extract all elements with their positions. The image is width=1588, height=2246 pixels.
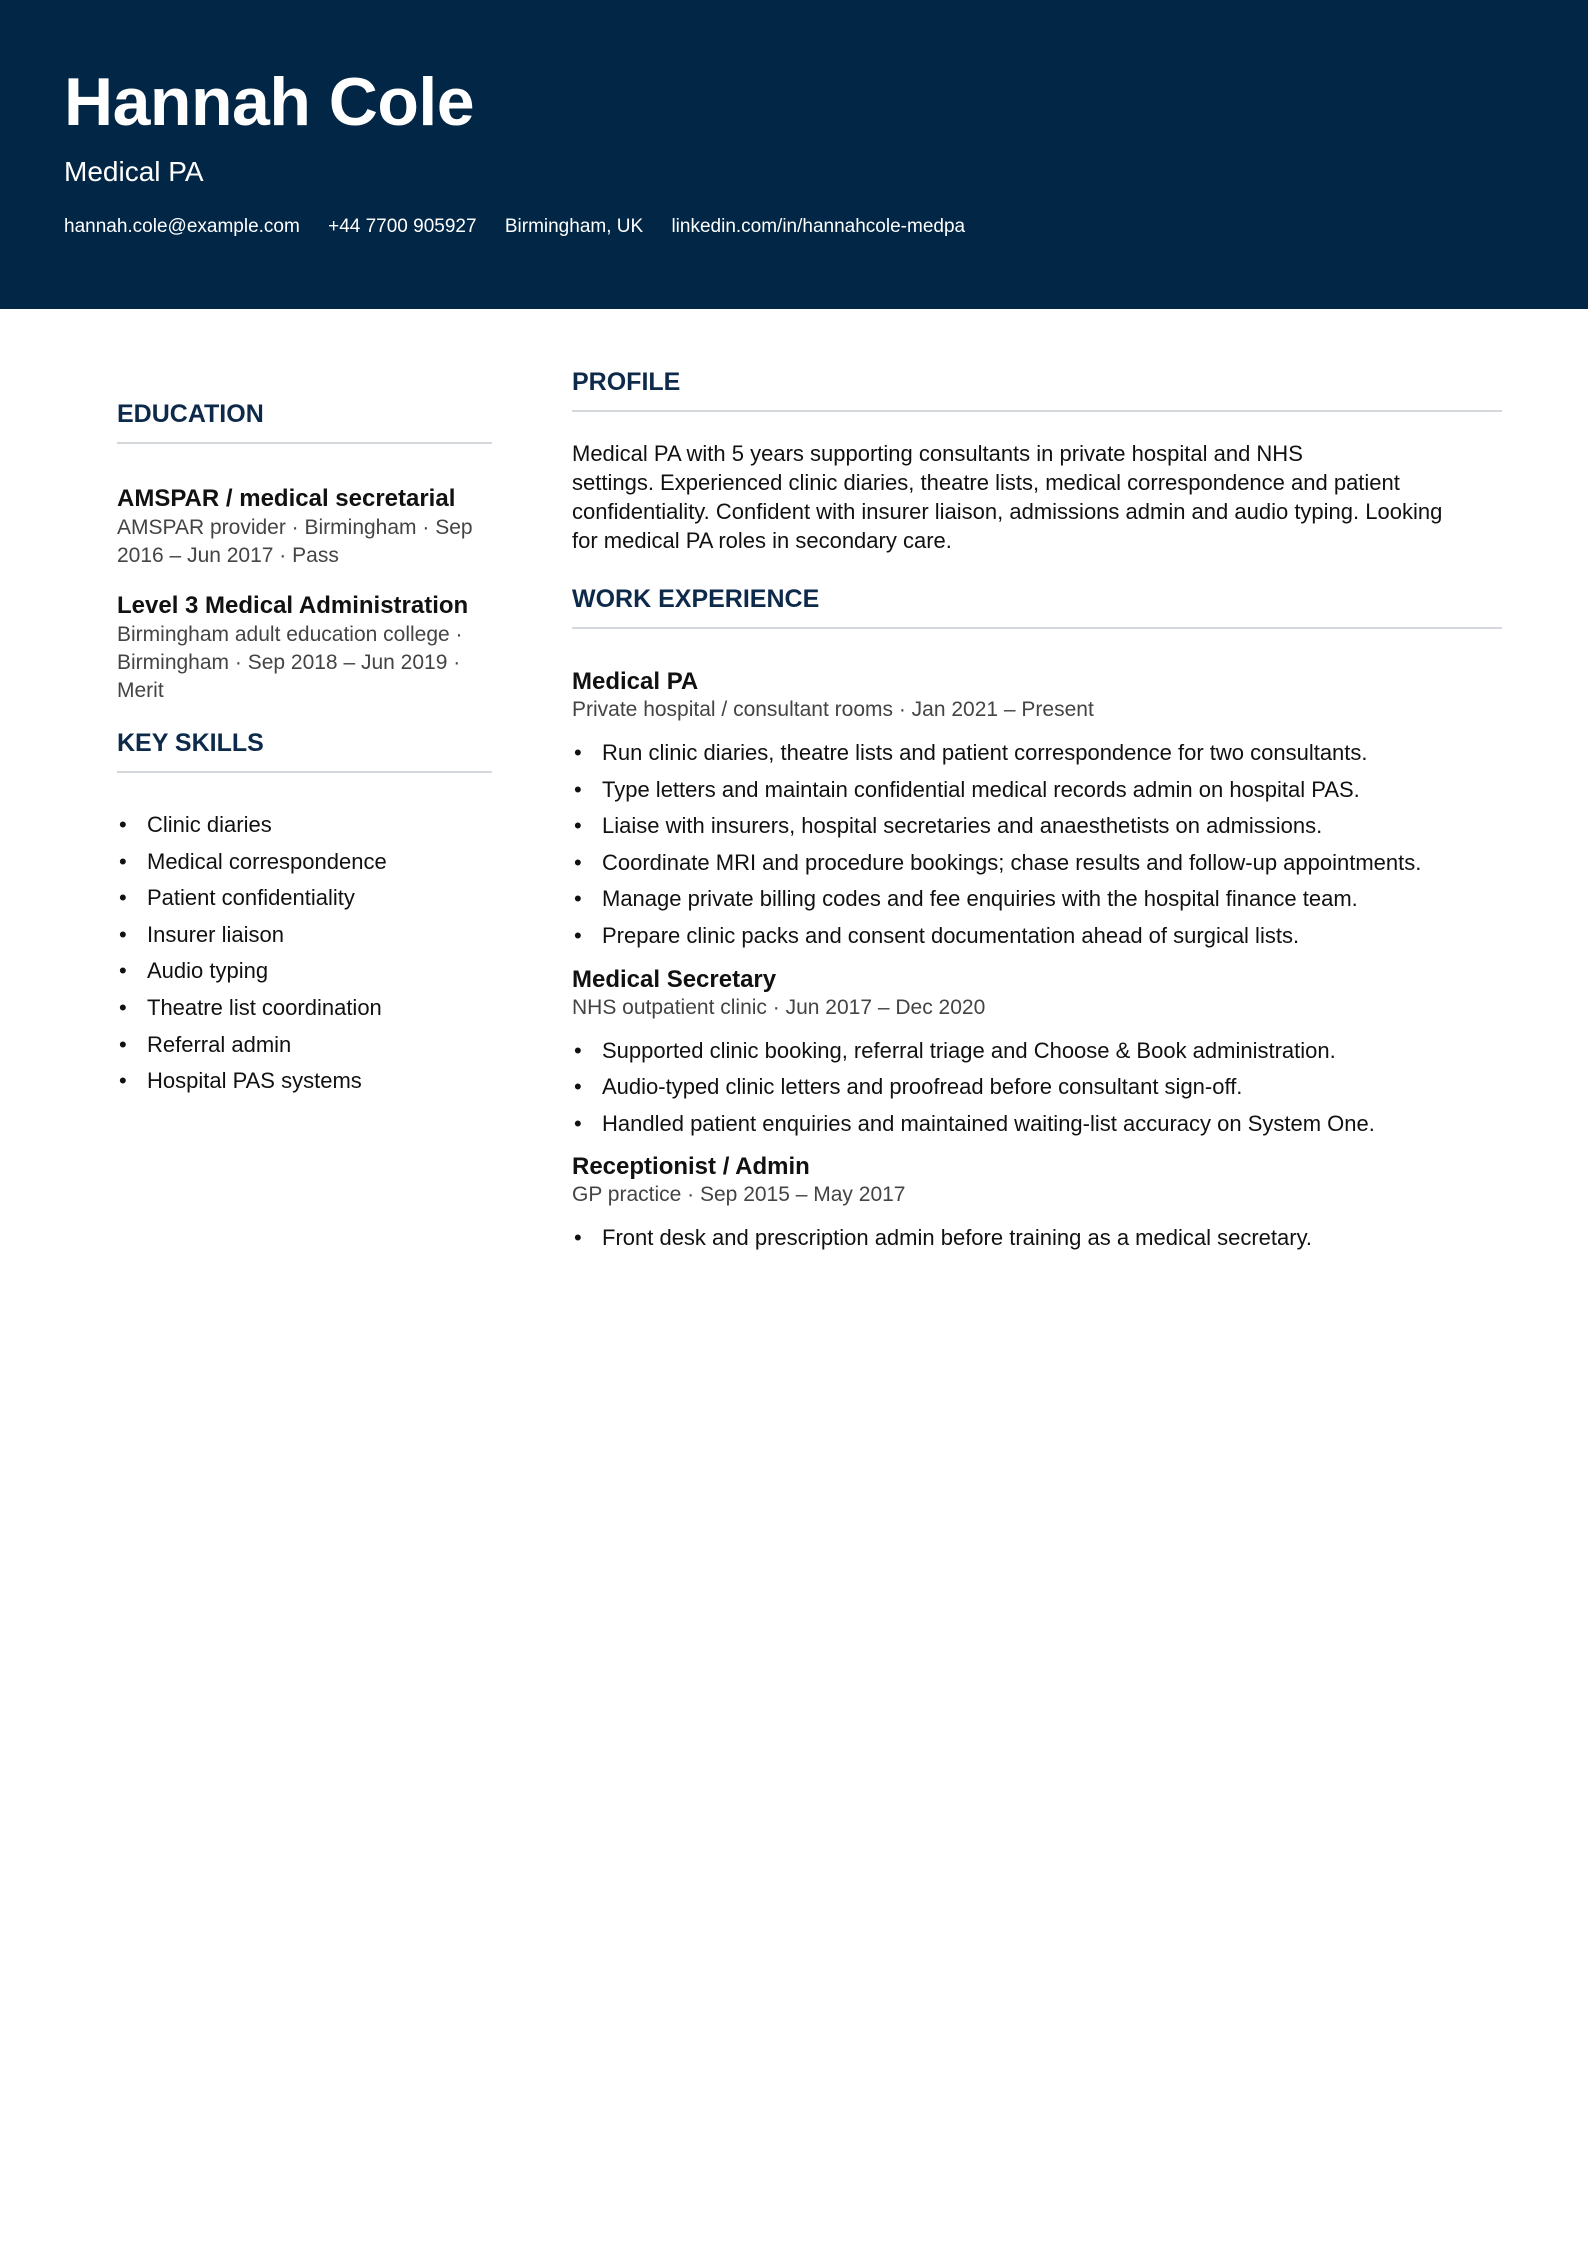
job-bullet: • Handled patient enquiries and maintained waiting-list accuracy on System One. [572, 1106, 1502, 1143]
profile-heading: PROFILE [572, 368, 681, 396]
skills-section [117, 727, 492, 1100]
contact-email[interactable]: hannah.cole@example.com [64, 216, 300, 237]
section-divider [117, 442, 492, 444]
contact-linkedin[interactable]: linkedin.com/in/hannahcole-medpa [671, 216, 966, 237]
job-role: Medical Secretary [572, 965, 777, 993]
skill-item: • Insurer liaison [117, 917, 492, 954]
job-title: Medical PA [64, 156, 204, 187]
job-entry [572, 965, 1502, 1143]
education-item [117, 484, 492, 570]
contact-location: Birmingham, UK [504, 216, 644, 237]
job-bullets [572, 1220, 1502, 1257]
job-bullets [572, 1033, 1502, 1143]
skill-item: • Patient confidentiality [117, 880, 492, 917]
job-bullets [572, 735, 1502, 955]
skills-list [117, 807, 492, 1100]
education-meta-line: AMSPAR provider · Birmingham · Sep [117, 516, 473, 539]
job-meta: GP practice · Sep 2015 – May 2017 [572, 1183, 906, 1207]
candidate-name: Hannah Cole [64, 64, 475, 140]
profile-line: for medical PA roles in secondary care. [572, 528, 952, 553]
section-divider [572, 627, 1502, 629]
profile-line: confidentiality. Confident with insurer liaison, admissions admin and audio typing. Looking [572, 499, 1443, 524]
experience-section [572, 583, 1502, 1257]
skill-item: • Medical correspondence [117, 844, 492, 881]
skill-item: • Theatre list coordination [117, 990, 492, 1027]
job-bullet: • Audio-typed clinic letters and proofread before consultant sign-off. [572, 1069, 1502, 1106]
job-role: Receptionist / Admin [572, 1153, 810, 1181]
job-meta: NHS outpatient clinic · Jun 2017 – Dec 2020 [572, 995, 986, 1019]
section-divider [572, 410, 1502, 412]
education-meta [117, 514, 492, 570]
profile-section [572, 366, 1502, 555]
contact-phone[interactable]: +44 7700 905927 [328, 216, 477, 237]
skills-heading: KEY SKILLS [117, 729, 264, 757]
profile-line: settings. Experienced clinic diaries, theatre lists, medical correspondence and patient [572, 470, 1400, 495]
job-bullet: • Prepare clinic packs and consent documentation ahead of surgical lists. [572, 918, 1502, 955]
profile-summary [572, 439, 1502, 555]
job-role: Medical PA [572, 668, 699, 695]
education-meta-line: 2016 – Jun 2017 · Pass [117, 544, 339, 567]
education-meta-line: Birmingham · Sep 2018 – Jun 2019 · [117, 651, 461, 674]
skill-item: • Referral admin [117, 1027, 492, 1064]
job-bullet: • Liaise with insurers, hospital secretaries and anaesthetists on admissions. [572, 808, 1502, 845]
education-meta [117, 621, 492, 705]
job-entry [572, 667, 1502, 955]
job-bullet: • Supported clinic booking, referral triage and Choose & Book administration. [572, 1033, 1502, 1070]
skill-item: • Audio typing [117, 953, 492, 990]
contact-line [64, 214, 988, 240]
education-meta-line: Merit [117, 679, 164, 702]
job-entry [572, 1152, 1502, 1257]
experience-heading: WORK EXPERIENCE [572, 585, 820, 613]
job-bullet: • Run clinic diaries, theatre lists and patient correspondence for two consultants. [572, 735, 1502, 772]
education-meta-line: Birmingham adult education college · [117, 623, 463, 646]
section-divider [117, 771, 492, 773]
education-item [117, 591, 492, 705]
skill-item: • Clinic diaries [117, 807, 492, 844]
job-bullet: • Manage private billing codes and fee enquiries with the hospital finance team. [572, 881, 1502, 918]
right-column [572, 366, 1502, 1257]
left-column [117, 398, 492, 1100]
job-bullet: • Type letters and maintain confidential medical records admin on hospital PAS. [572, 772, 1502, 809]
job-bullet: • Coordinate MRI and procedure bookings; chase results and follow-up appointments. [572, 845, 1502, 882]
job-meta: Private hospital / consultant rooms · Jan 2021 – Present [572, 698, 1094, 721]
job-bullet: • Front desk and prescription admin before training as a medical secretary. [572, 1220, 1502, 1257]
education-section [117, 398, 492, 705]
education-heading: EDUCATION [117, 400, 264, 428]
profile-line: Medical PA with 5 years supporting consultants in private hospital and NHS [572, 441, 1303, 466]
skill-item: • Hospital PAS systems [117, 1063, 492, 1100]
degree-title: Level 3 Medical Administration [117, 592, 469, 619]
degree-title: AMSPAR / medical secretarial [117, 485, 456, 512]
resume-header [0, 0, 1588, 309]
